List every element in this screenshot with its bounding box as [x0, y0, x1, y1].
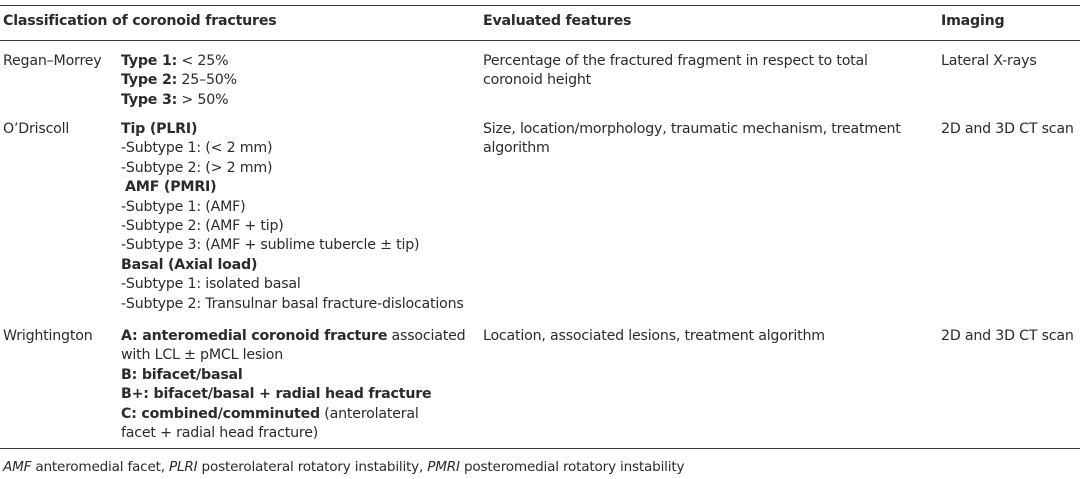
table-line: -Subtype 2: (> 2 mm) [121, 159, 273, 176]
wrightington-imaging: 2D and 3D CT scan [941, 328, 1074, 344]
table-line: -Subtype 2: Transulnar basal fracture-dislocations [121, 295, 464, 312]
table-bottom-rule [0, 448, 1080, 449]
table-top-rule [0, 5, 1080, 6]
header-classification: Classification of coronoid fractures [3, 13, 277, 29]
table-line: -Subtype 3: (AMF + sublime tubercle ± tip) [121, 237, 420, 254]
table-line: -Subtype 1: (< 2 mm) [121, 140, 273, 157]
wrightington-features: Location, associated lesions, treatment algorithm [483, 328, 825, 344]
odriscoll-features: Size, location/morphology, traumatic mechanism, treatment algorithm [483, 121, 901, 157]
odriscoll-imaging: 2D and 3D CT scan [941, 121, 1074, 137]
table-line: -Subtype 1: isolated basal [121, 276, 301, 293]
table-line: Basal (Axial load) [121, 256, 258, 273]
table-line: B: bifacet/basal [121, 366, 243, 383]
header-imaging: Imaging [941, 13, 1005, 29]
header-evaluated-features: Evaluated features [483, 13, 632, 29]
regan-morrey-types [121, 52, 237, 110]
table-line: A: anteromedial coronoid fracture associated [121, 328, 466, 344]
odriscoll-types [121, 120, 464, 314]
header-rule [0, 40, 1080, 41]
table-line: with LCL ± pMCL lesion [121, 347, 284, 364]
table-line: Type 3: > 50% [121, 91, 229, 108]
regan-morrey-features: Percentage of the fractured fragment in respect to total coronoid height [483, 53, 868, 89]
regan-morrey-imaging: Lateral X-rays [941, 53, 1037, 69]
wrightington-types [121, 327, 465, 443]
table-line: Type 2: 25–50% [121, 72, 237, 89]
row-name-wrightington: Wrightington [3, 328, 93, 344]
table-line: C: combined/comminuted (anterolateral [121, 405, 419, 422]
table-footnote: AMF anteromedial facet, PLRI posterolateral rotatory instability, PMRI posteromedial rotatory instability [3, 459, 685, 475]
table-line: Tip (PLRI) [121, 121, 198, 137]
table-line: AMF (PMRI) [125, 179, 217, 196]
row-name-odriscoll: O’Driscoll [3, 121, 70, 137]
table-line: B+: bifacet/basal + radial head fracture [121, 386, 432, 403]
table-line: facet + radial head fracture) [121, 425, 319, 442]
table-line: -Subtype 1: (AMF) [121, 198, 246, 215]
table-line: -Subtype 2: (AMF + tip) [121, 218, 284, 235]
row-name-regan-morrey: Regan–Morrey [3, 53, 102, 69]
table-line: Type 1: < 25% [121, 53, 229, 69]
